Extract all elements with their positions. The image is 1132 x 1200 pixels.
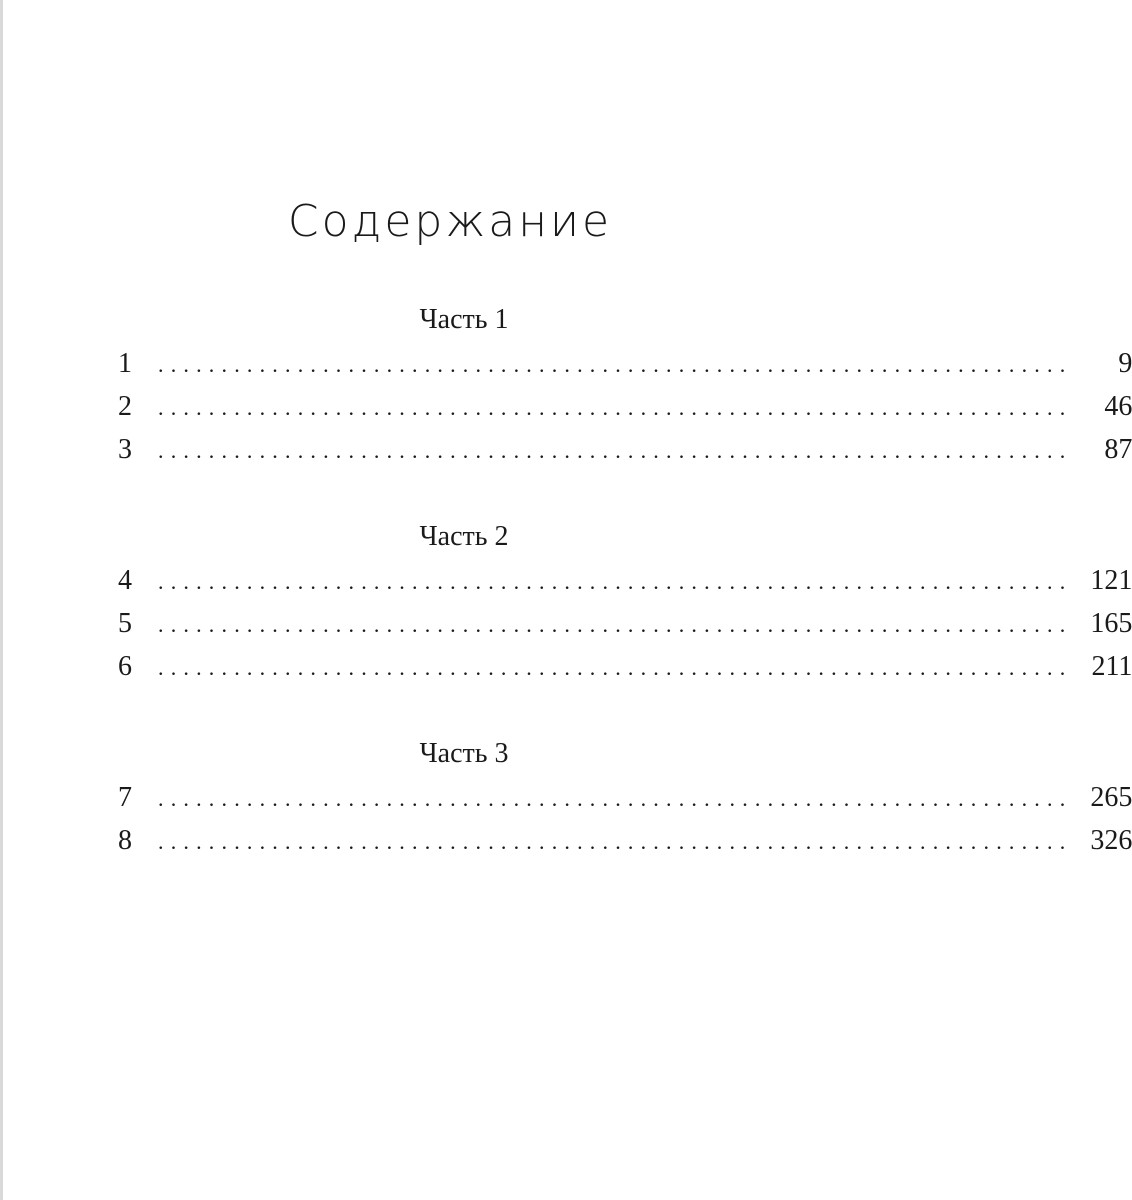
dot-leader: ........................................................................ xyxy=(158,655,1073,680)
part-2 xyxy=(118,515,1132,688)
part-3 xyxy=(118,732,1132,862)
dot-leader: ........................................................................ xyxy=(158,395,1073,420)
toc-entry[interactable] xyxy=(118,559,1132,602)
dot-leader: ........................................................................ xyxy=(158,569,1073,594)
chapter-number: 6 xyxy=(118,651,132,682)
toc-entry[interactable] xyxy=(118,385,1132,428)
page-title: Содержание xyxy=(287,196,613,247)
page-number: 326 xyxy=(1090,825,1132,856)
toc-entry[interactable] xyxy=(118,602,1132,645)
page-edge xyxy=(0,0,3,1200)
table-of-contents xyxy=(118,298,1132,906)
chapter-number: 1 xyxy=(118,348,132,379)
part-1 xyxy=(118,298,1132,471)
page-number: 87 xyxy=(1104,434,1132,465)
chapter-number: 4 xyxy=(118,565,132,596)
part-title: Часть 2 xyxy=(419,521,509,552)
toc-entry[interactable] xyxy=(118,819,1132,862)
page-number: 121 xyxy=(1090,565,1132,596)
chapter-number: 7 xyxy=(118,782,132,813)
dot-leader: ........................................................................ xyxy=(158,438,1073,463)
dot-leader: ........................................................................ xyxy=(158,786,1073,811)
page-number: 9 xyxy=(1118,348,1132,379)
page-number: 265 xyxy=(1090,782,1132,813)
toc-entry[interactable] xyxy=(118,776,1132,819)
toc-entry[interactable] xyxy=(118,428,1132,471)
page-number: 211 xyxy=(1091,651,1132,682)
page-number: 46 xyxy=(1104,391,1132,422)
chapter-number: 8 xyxy=(118,825,132,856)
dot-leader: ........................................................................ xyxy=(158,829,1073,854)
page-number: 165 xyxy=(1090,608,1132,639)
dot-leader: ........................................................................ xyxy=(158,352,1073,377)
part-title: Часть 1 xyxy=(419,304,509,335)
dot-leader: ........................................................................ xyxy=(158,612,1073,637)
toc-entry[interactable] xyxy=(118,342,1132,385)
chapter-number: 3 xyxy=(118,434,132,465)
chapter-number: 5 xyxy=(118,608,132,639)
part-title: Часть 3 xyxy=(419,738,509,769)
toc-entry[interactable] xyxy=(118,645,1132,688)
chapter-number: 2 xyxy=(118,391,132,422)
